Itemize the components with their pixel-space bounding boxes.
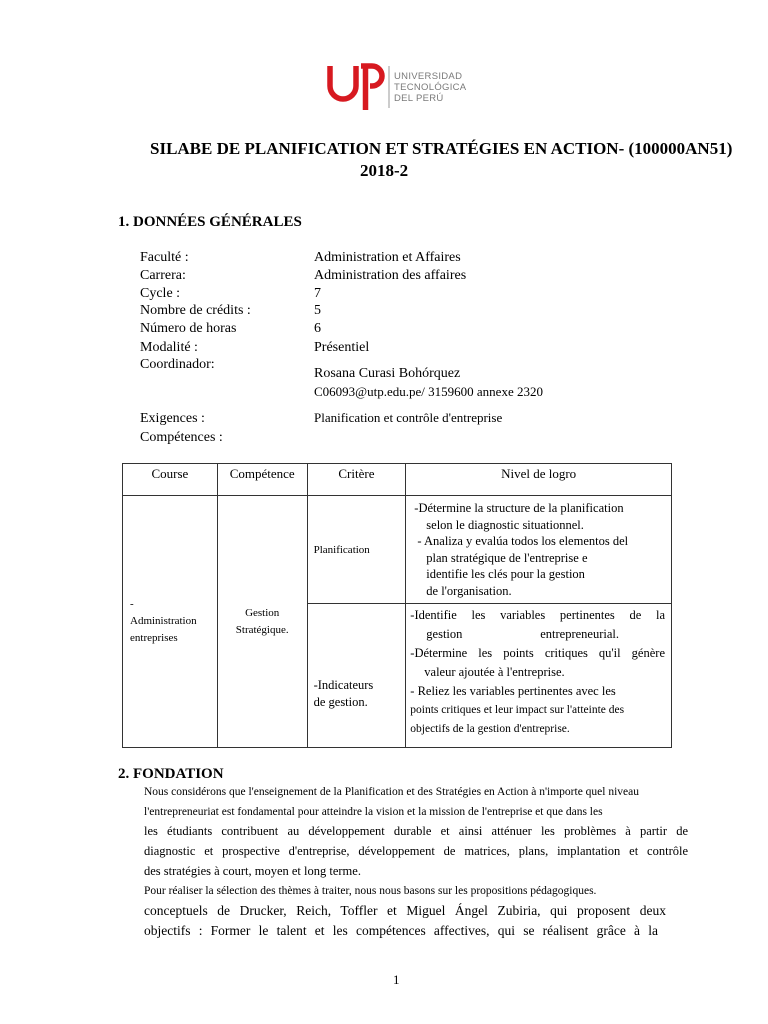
level-text: -Identifie les variables pertinentes de la (410, 608, 665, 622)
level-text: selon le diagnostic situationnel. (426, 517, 584, 532)
value-carrera: Administration des affaires (314, 268, 467, 283)
value-coordinator-contact: C06093@utp.edu.pe/ 3159600 annexe 2320 (314, 384, 543, 399)
cell-level-indicateurs (406, 604, 672, 748)
level-text: gestion entrepreneurial. (426, 627, 619, 641)
level-text: identifie les clés pour la gestion (426, 567, 585, 581)
level-text: plan stratégique de l'entreprise e (426, 550, 588, 565)
table-header-row (123, 464, 672, 496)
level-text: - Analiza y evalúa todos los elementos del (414, 534, 629, 548)
utp-logo-mark (330, 66, 382, 110)
fondation-line: conceptuels de Drucker, Reich, Toffler et Miguel Ángel Zubiria, qui proposent deux (144, 903, 666, 919)
value-cycle: 7 (314, 286, 321, 301)
fondation-line: des stratégies à court, moyen et long terme. (144, 863, 361, 878)
fondation-paragraph (144, 783, 688, 941)
level-text: de l'organisation. (426, 583, 512, 598)
cell-criteria-planification: Planification (307, 496, 406, 604)
competence-table (122, 463, 672, 748)
header-course: Course (123, 464, 218, 496)
section-heading-fondation: 2. FONDATION (118, 766, 224, 782)
label-exigences: Exigences : (140, 411, 205, 426)
fondation-line: Pour réaliser la sélection des thèmes à traiter, nous nous basons sur les propositions pédagogiques. (144, 884, 597, 897)
label-faculte: Faculté : (140, 250, 189, 265)
level-text: -Détermine les points critiques qu'il génère (410, 646, 665, 660)
university-name-line: UNIVERSIDAD (394, 71, 463, 82)
criteria-text: -Indicateurs (313, 678, 374, 692)
course-text: Administration (130, 615, 197, 627)
fondation-line: Nous considérons que l'enseignement de la Planification et des Stratégies en Action à n'importe quel niveau (144, 786, 639, 798)
level-text: valeur ajoutée à l'entreprise. (424, 665, 565, 679)
label-modalite: Modalité : (140, 340, 198, 355)
label-coordinator: Coordinador: (140, 357, 215, 372)
label-cycle: Cycle : (140, 286, 181, 301)
header-competence: Compétence (217, 464, 307, 496)
course-text: - (130, 598, 134, 610)
level-text: points critiques et leur impact sur l'atteinte des (410, 704, 625, 716)
cell-level-planification (406, 496, 672, 604)
competence-text: Stratégique. (235, 623, 289, 636)
fondation-line: les étudiants contribuent au développement durable et ainsi atténuer les problèmes à partir de (144, 824, 688, 839)
cell-criteria-indicateurs (307, 604, 406, 748)
value-faculte: Administration et Affaires (314, 250, 461, 265)
value-hours: 6 (314, 321, 321, 336)
document-term: 2018-2 (360, 161, 409, 180)
cell-course (123, 496, 218, 748)
label-credits: Nombre de crédits : (140, 303, 251, 318)
course-text: entreprises (130, 632, 178, 644)
label-competences: Compétences : (140, 430, 223, 445)
level-text: - Reliez les variables pertinentes avec les (410, 684, 616, 698)
competence-text: Gestion (245, 606, 280, 619)
label-carrera: Carrera: (140, 268, 186, 283)
cell-competence (217, 496, 307, 748)
header-nivel-de-logro: Nivel de logro (406, 464, 672, 496)
page-number: 1 (393, 972, 400, 987)
criteria-text: de gestion. (313, 694, 368, 709)
fondation-line: l'entrepreneuriat est fondamental pour atteindre la vision et la mission de l'entreprise et que dans les (144, 805, 603, 818)
university-name (394, 71, 466, 104)
table-row (123, 496, 672, 604)
fondation-line: diagnostic et prospective d'entreprise, développement de matrices, plans, implantation et contrôle (144, 844, 688, 859)
value-coordinator-name: Rosana Curasi Bohórquez (314, 366, 461, 381)
fondation-line: objectifs : Former le talent et les compétences affectives, qui se réalisent grâce à la (144, 922, 658, 938)
university-name-line: TECNOLÓGICA (394, 82, 467, 93)
label-hours: Número de horas (140, 321, 237, 336)
level-text: objectifs de la gestion d'entreprise. (410, 723, 570, 735)
value-credits: 5 (314, 303, 321, 318)
level-text: -Détermine la structure de la planification (414, 501, 624, 515)
value-exigences: Planification et contrôle d'entreprise (314, 410, 503, 425)
section-heading-general-data: 1. DONNÉES GÉNÉRALES (118, 214, 302, 230)
value-modalite: Présentiel (314, 340, 370, 355)
header-critere: Critère (307, 464, 406, 496)
document-title: SILABE DE PLANIFICATION ET STRATÉGIES EN ACTION- (100000AN51) (150, 139, 733, 158)
university-name-line: DEL PERÚ (394, 93, 444, 104)
